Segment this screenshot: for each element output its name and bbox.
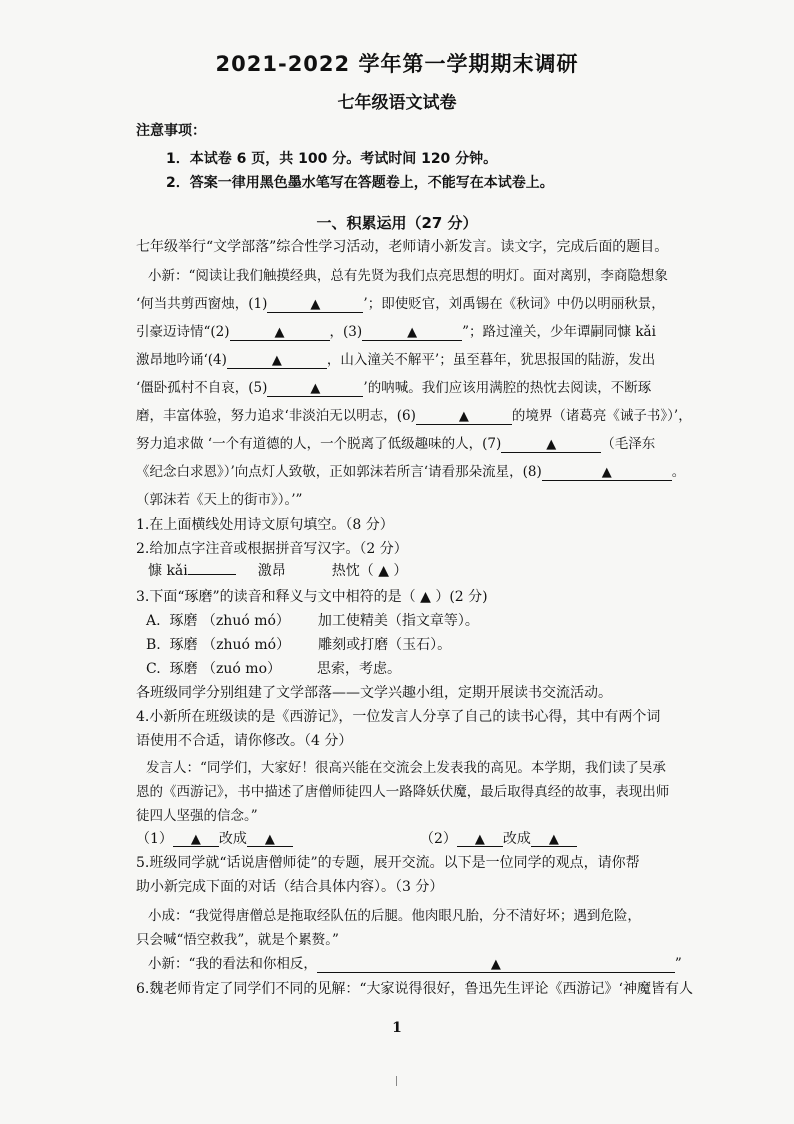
answer-blank-7: ▲ [501, 438, 601, 453]
passage-line: 引豪迈诗情“(2) ▲ ，(3) ▲ ”；路过潼关，少年谭嗣同慷 kǎi [136, 324, 656, 340]
option-a: A. 琢磨 （zhuó mó） 加工使精美（指文章等）。 [146, 613, 479, 629]
answer-blank-8: ▲ [542, 466, 672, 481]
passage-line: 《纪念白求恩》）’向点灯人致敬，正如郭沫若所言‘请看那朵流星，(8) ▲ 。 [136, 464, 686, 480]
speaker-line: 恩的《西游记》，书中描述了唐僧师徒四人一路降妖伏魔，最后取得真经的故事，表现出师 [136, 784, 670, 800]
question-4-answer-1: （1） ▲ 改成 ▲ [136, 828, 293, 848]
speaker-line: 徒四人坚强的信念。” [136, 808, 258, 824]
question-4-cont: 语使用不合适，请你修改。（4 分） [136, 733, 353, 749]
passage-line: 小新：“阅读让我们触摸经典，总有先贤为我们点亮思想的明灯。面对离别，李商隐想象 [148, 268, 668, 284]
passage-line: 努力追求做 ‘一个有道德的人，一个脱离了低级趣味的人，(7) ▲ （毛泽东 [136, 436, 656, 452]
notice-heading: 注意事项： [136, 123, 206, 139]
passage-line: ‘何当共剪西窗烛，(1) ▲ ’；即使贬官，刘禹锡在《秋词》中仍以明丽秋景， [136, 296, 665, 312]
passage-line: 激昂地吟诵‘(4) ▲ ，山入潼关不解平’；虽至暮年，犹思报国的陆游，发出 [136, 352, 656, 368]
xiaocheng-line: 只会喊“悟空救我”，就是个累赘。” [136, 932, 339, 948]
page-number: 1 [392, 1020, 402, 1036]
option-b: B. 琢磨 （zhuó mó） 雕刻或打磨（玉石）。 [146, 637, 452, 653]
answer-blank-3: ▲ [362, 326, 462, 341]
question-4: 4.小新所在班级读的是《西游记》，一位发言人分享了自己的读书心得，其中有两个词 [136, 709, 661, 725]
exam-subtitle: 七年级语文试卷 [337, 93, 457, 113]
passage-line: ‘僵卧孤村不自哀，(5) ▲ ’的呐喊。我们应该用满腔的热忱去阅读，不断琢 [136, 380, 652, 396]
question-5: 5.班级同学就“话说唐僧师徒”的专题，展开交流。以下是一位同学的观点，请你帮 [136, 855, 640, 871]
question-5-cont: 助小新完成下面的对话（结合具体内容）。（3 分） [136, 879, 444, 895]
question-3: 3.下面“琢磨”的读音和释义与文中相符的是（ ▲ ）(2 分) [136, 589, 488, 605]
notice-item-2: 2．答案一律用黑色墨水笔写在答题卷上，不能写在本试卷上。 [166, 175, 554, 191]
transition-text: 各班级同学分别组建了文学部落——文学兴趣小组，定期开展读书交流活动。 [136, 685, 612, 701]
answer-blank-1: ▲ [267, 298, 363, 313]
answer-blank-5: ▲ [267, 382, 363, 397]
speaker-line: 发言人：“同学们，大家好！很高兴能在交流会上发表我的高见。本学期，我们读了吴承 [146, 760, 666, 776]
xiaoxin-reply: 小新：“我的看法和你相反， ▲ ” [148, 956, 682, 972]
question-4-answer-2: （2） ▲ 改成 ▲ [420, 828, 577, 848]
notice-item-1: 1．本试卷 6 页，共 100 分。考试时间 120 分钟。 [166, 151, 498, 167]
exam-title: 2021-2022 学年第一学期期末调研 [215, 52, 579, 76]
answer-blank-6: ▲ [416, 410, 512, 425]
passage-line: （郭沫若《天上的街市》）。’” [136, 492, 303, 508]
section-heading: 一、积累运用（27 分） [316, 214, 478, 232]
section-intro: 七年级举行“文学部落”综合性学习活动，老师请小新发言。读文字，完成后面的题目。 [136, 239, 669, 255]
answer-blank-4: ▲ [227, 354, 327, 369]
option-c: C. 琢磨 （zuó mo） 思索，考虑。 [146, 661, 402, 677]
question-2-items: 慷 kǎi 激昂 热忱（ ▲ ） [148, 563, 408, 579]
question-6: 6.魏老师肯定了同学们不同的见解：“大家说得很好，鲁迅先生评论《西游记》‘神魔皆有人 [136, 981, 693, 997]
passage-line: 磨，丰富体验，努力追求‘非淡泊无以明志，(6) ▲ 的境界（诸葛亮《诫子书》）’， [136, 408, 692, 424]
question-2: 2.给加点字注音或根据拼音写汉字。（2 分） [136, 541, 408, 557]
question-1: 1.在上面横线处用诗文原句填空。（8 分） [136, 517, 394, 533]
xiaocheng-line: 小成：“我觉得唐僧总是拖取经队伍的后腿。他肉眼凡胎，分不清好坏；遇到危险， [148, 908, 641, 924]
page-tick-mark [396, 1076, 397, 1086]
answer-blank-2: ▲ [230, 326, 330, 341]
